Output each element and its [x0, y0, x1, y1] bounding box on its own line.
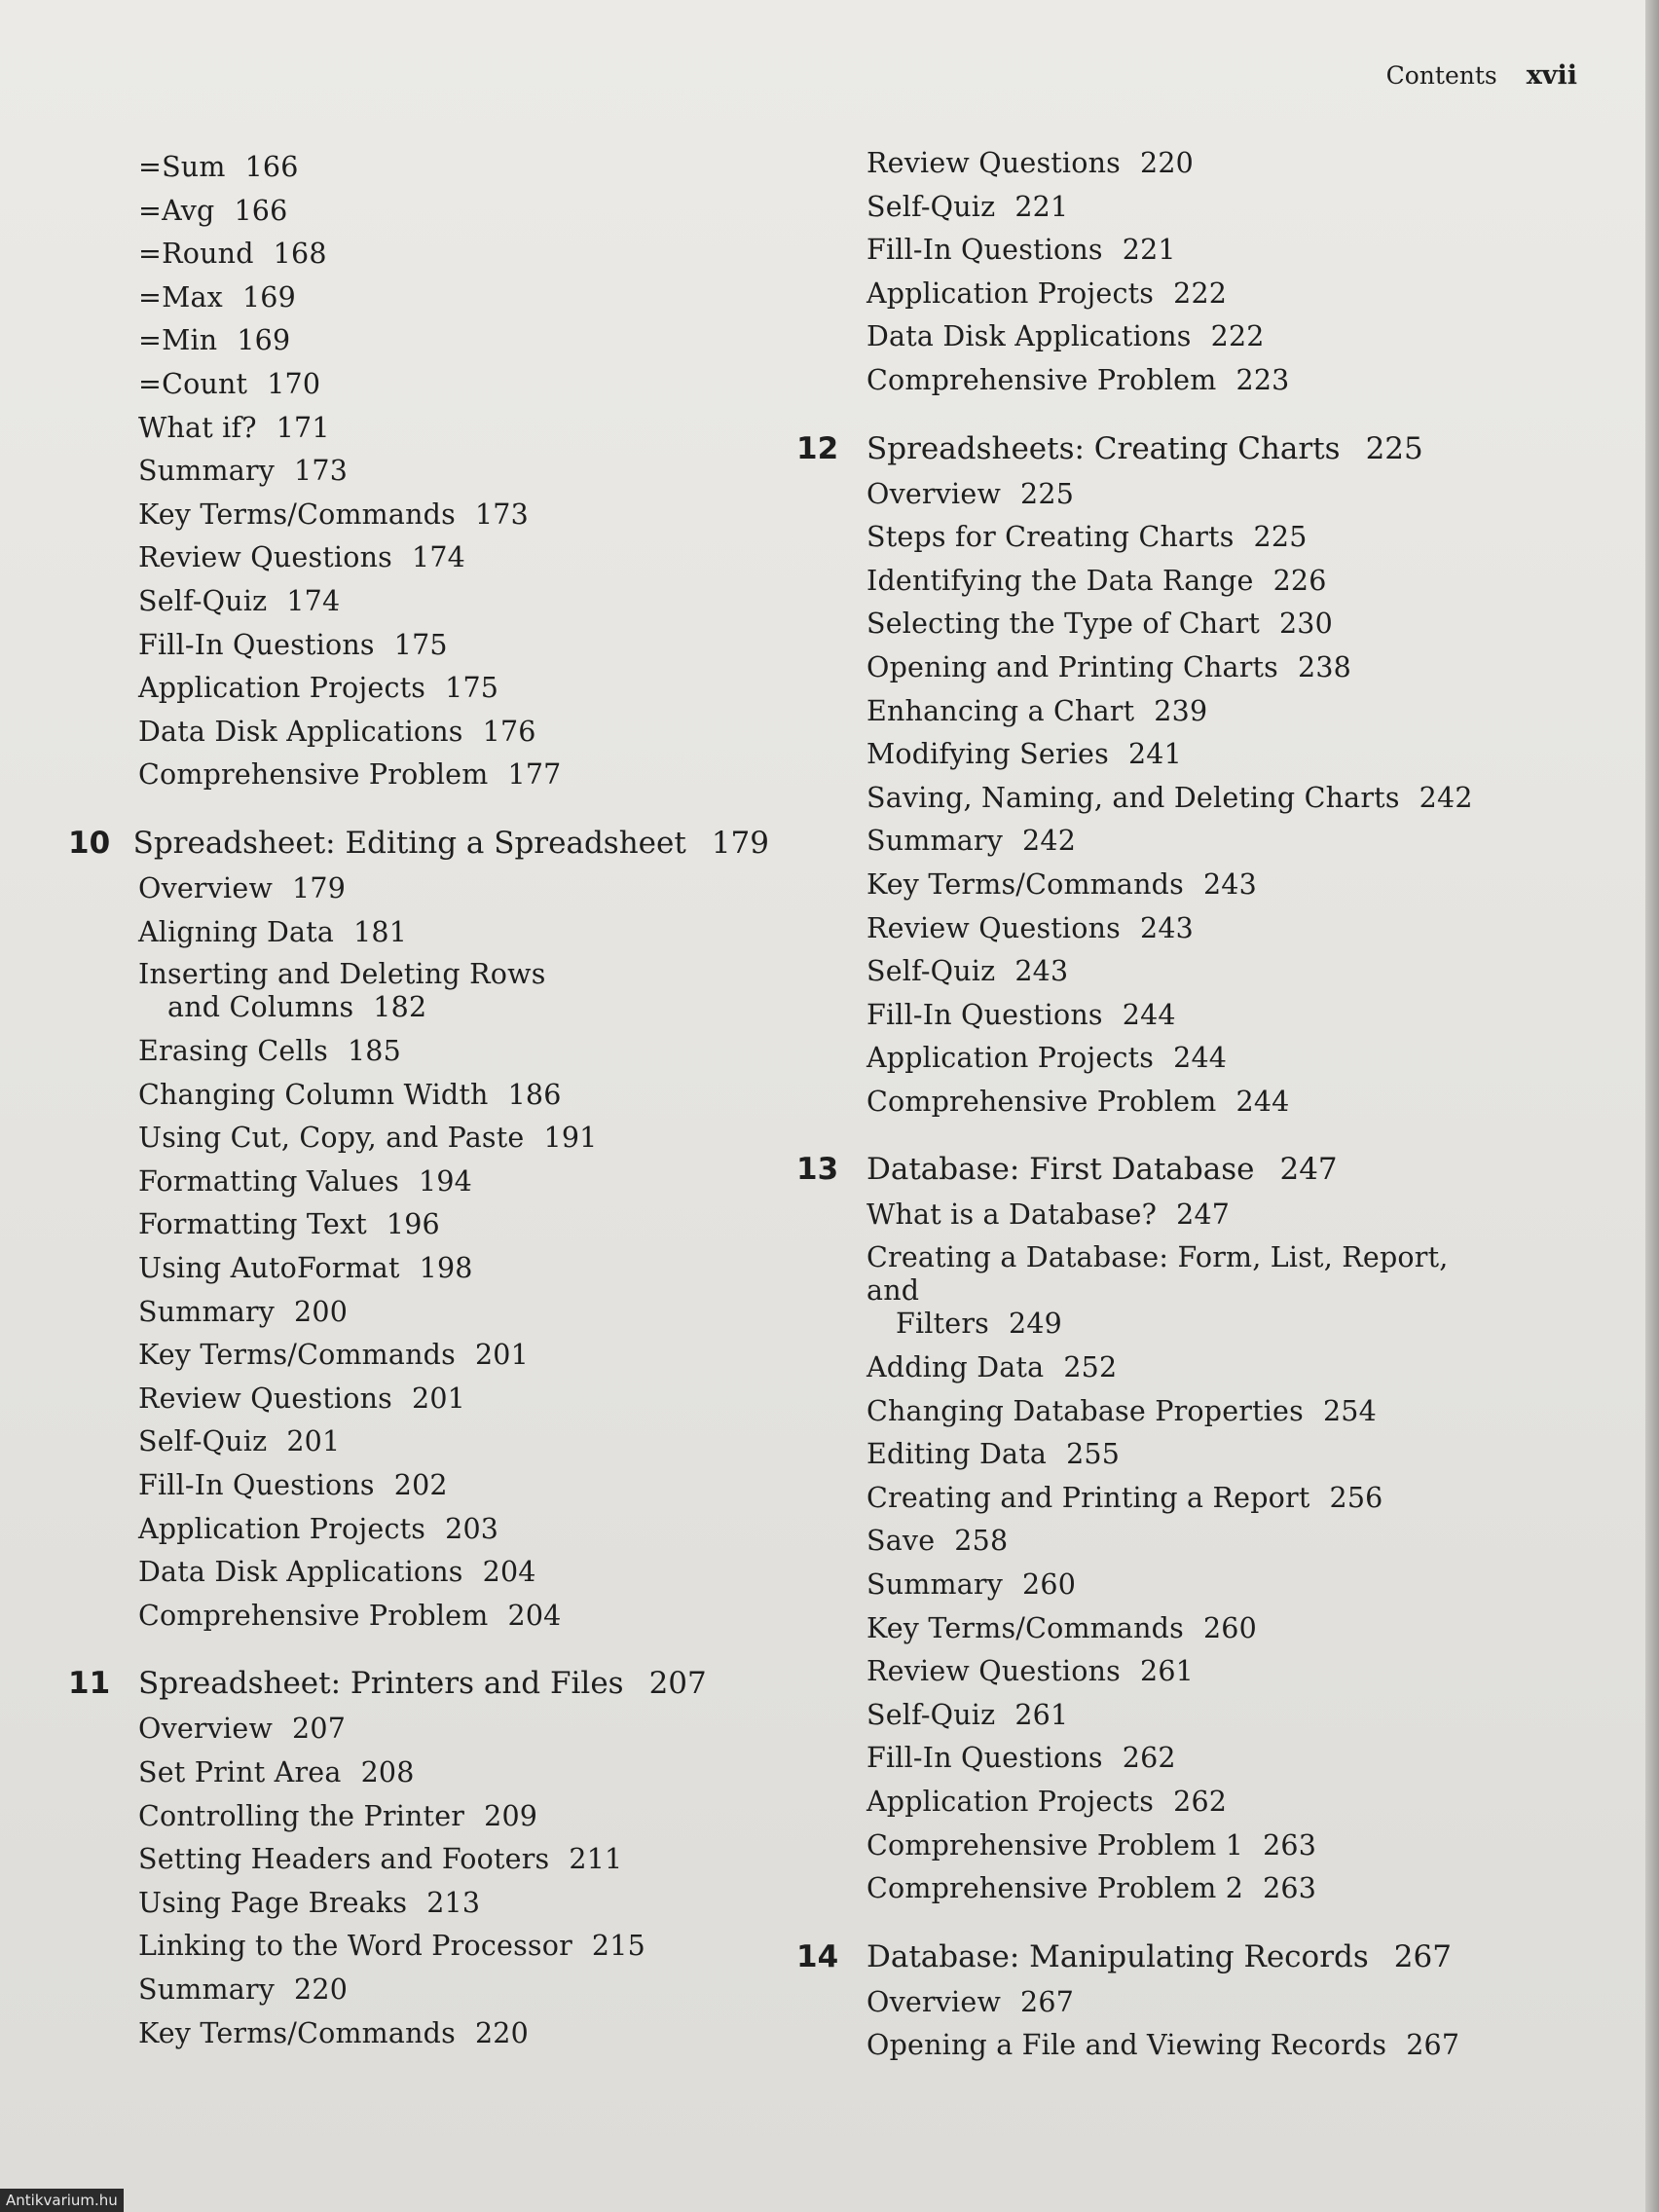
entry-title-continuation: and Columns: [167, 991, 354, 1024]
toc-entry: [796, 907, 1497, 951]
entry-title: Setting Headers and Footers: [138, 1843, 550, 1876]
toc-entry: [68, 450, 769, 494]
toc-entry: [68, 624, 769, 668]
entry-title: Comprehensive Problem 2: [866, 1872, 1244, 1905]
entry-title: Inserting and Deleting Rows: [138, 958, 546, 991]
toc-entry: [796, 1346, 1497, 1390]
entry-page-number: 173: [474, 498, 529, 531]
entry-page-number: 261: [1014, 1698, 1069, 1731]
entry-title: Comprehensive Problem 1: [866, 1828, 1244, 1862]
toc-entry: [796, 1981, 1497, 2025]
entry-page-number: 179: [292, 871, 347, 904]
entry-title: Summary: [866, 1568, 1004, 1602]
chapter-title: Database: First Database: [866, 1152, 1255, 1188]
entry-page-number: 204: [507, 1599, 562, 1632]
chapter-number: 13: [796, 1152, 839, 1188]
entry-title: Self-Quiz: [138, 584, 268, 617]
entry-page-number: 201: [411, 1382, 465, 1415]
entry-page-number: 260: [1202, 1611, 1257, 1644]
entry-title: Review Questions: [138, 1382, 392, 1415]
entry-title: Key Terms/Commands: [138, 1339, 456, 1372]
toc-entry: [68, 1030, 769, 1074]
toc-entry: [796, 142, 1497, 186]
entry-title: Identifying the Data Range: [866, 564, 1254, 597]
entry-title: =Sum: [138, 151, 226, 183]
entry-title: Fill-In Questions: [866, 998, 1103, 1031]
chapter-title: Spreadsheets: Creating Charts: [866, 430, 1341, 466]
entry-page-number: 242: [1022, 825, 1077, 858]
entry-title: Self-Quiz: [866, 190, 996, 223]
toc-entry: [796, 359, 1497, 403]
toc-entry: [796, 1867, 1497, 1911]
entry-page-number: 191: [543, 1122, 598, 1155]
entry-title: Controlling the Printer: [138, 1799, 465, 1832]
entry-title-continuation: Filters: [896, 1308, 989, 1341]
entry-page-number: 209: [484, 1799, 538, 1832]
toc-entry: [68, 1882, 769, 1926]
entry-title: =Avg: [138, 194, 215, 227]
entry-title: Using AutoFormat: [138, 1252, 400, 1285]
entry-page-number: 194: [419, 1164, 473, 1198]
entry-title: Comprehensive Problem: [138, 758, 489, 792]
entry-title: Using Page Breaks: [138, 1886, 408, 1919]
entry-page-number: 244: [1235, 1085, 1290, 1118]
entry-title: Application Projects: [866, 1042, 1155, 1075]
toc-entry: [68, 494, 769, 537]
entry-page-number: 169: [241, 280, 296, 313]
toc-entry: [796, 315, 1497, 359]
entry-title: Creating a Database: Form, List, Report, and: [866, 1241, 1449, 1308]
toc-entry: [68, 536, 769, 580]
entry-page-number: 263: [1263, 1872, 1317, 1905]
entry-page-number: 244: [1122, 998, 1176, 1031]
entry-title: Application Projects: [138, 672, 426, 705]
toc-entry: [796, 516, 1497, 560]
chapter-page-number: 247: [1279, 1152, 1338, 1188]
entry-title: Review Questions: [866, 911, 1121, 944]
toc-entry: [796, 1650, 1497, 1694]
toc-entry: [796, 1564, 1497, 1607]
chapter-number: 11: [68, 1666, 111, 1702]
entry-page-number: 201: [474, 1339, 529, 1372]
entry-title: Application Projects: [866, 276, 1155, 310]
toc-entry: [68, 1925, 769, 1969]
toc-entry: [796, 1194, 1497, 1237]
entry-title: Selecting the Type of Chart: [866, 608, 1260, 641]
entry-title: Data Disk Applications: [866, 320, 1192, 353]
entry-page-number: 175: [445, 672, 499, 705]
toc-entry: [68, 190, 769, 234]
entry-page-number: 215: [591, 1930, 645, 1963]
entry-page-number: 261: [1139, 1655, 1194, 1688]
toc-entry: [796, 1433, 1497, 1477]
entry-page-number: 223: [1235, 363, 1290, 396]
entry-title: Summary: [866, 825, 1004, 858]
entry-page-number: 182: [373, 991, 427, 1024]
entry-title: Saving, Naming, and Deleting Charts: [866, 781, 1400, 814]
toc-entry: [796, 864, 1497, 907]
toc-entry: [796, 1477, 1497, 1521]
entry-title: Using Cut, Copy, and Paste: [138, 1122, 525, 1155]
toc-entry: [68, 1203, 769, 1247]
entry-page-number: 221: [1014, 190, 1069, 223]
entry-page-number: 252: [1063, 1351, 1118, 1384]
toc-entry: [796, 1037, 1497, 1081]
entry-page-number: 243: [1014, 955, 1069, 988]
toc-entry: [68, 1595, 769, 1639]
entry-page-number: 230: [1278, 608, 1333, 641]
chapter-page-number: 267: [1393, 1938, 1452, 1974]
toc-entry: [796, 273, 1497, 316]
entry-title: Application Projects: [138, 1512, 426, 1545]
toc-entry: [68, 711, 769, 755]
toc-entry: [68, 2012, 769, 2056]
chapter-page-number: 179: [711, 825, 769, 861]
entry-title: Data Disk Applications: [138, 1556, 463, 1589]
entry-title: Formatting Values: [138, 1164, 400, 1198]
entry-title: Summary: [138, 1972, 276, 2006]
entry-page-number: 238: [1298, 650, 1352, 683]
toc-entry: [68, 580, 769, 624]
toc-entry: [68, 1378, 769, 1421]
entry-page-number: 243: [1202, 867, 1257, 901]
entry-page-number: 267: [1406, 2029, 1460, 2062]
toc-right-column: [796, 142, 1497, 2068]
entry-page-number: 220: [474, 2016, 529, 2049]
entry-title: Modifying Series: [866, 738, 1109, 771]
toc-entry: [68, 146, 769, 190]
entry-page-number: 220: [1139, 147, 1194, 179]
chapter-heading: [796, 424, 1497, 473]
entry-page-number: 262: [1122, 1742, 1176, 1775]
chapter-heading: [796, 1145, 1497, 1194]
toc-entry: [68, 1751, 769, 1795]
toc-entry: [68, 954, 769, 1030]
entry-title: Key Terms/Commands: [866, 1611, 1184, 1644]
toc-entry: [796, 1081, 1497, 1124]
entry-title: What if?: [138, 411, 257, 444]
toc-entry: [796, 733, 1497, 777]
entry-title: Review Questions: [866, 147, 1121, 179]
entry-title: Adding Data: [866, 1351, 1045, 1384]
entry-page-number: 267: [1020, 1985, 1075, 2018]
entry-title: Comprehensive Problem: [138, 1599, 489, 1632]
entry-page-number: 226: [1272, 564, 1327, 597]
entry-page-number: 208: [360, 1756, 415, 1788]
entry-page-number: 177: [507, 758, 562, 792]
toc-entry: [796, 1737, 1497, 1781]
toc-entry: [796, 994, 1497, 1038]
entry-page-number: 168: [273, 238, 327, 271]
entry-page-number: 166: [234, 194, 288, 227]
toc-entry: [796, 1237, 1497, 1346]
entry-page-number: 176: [482, 715, 536, 748]
entry-title: Linking to the Word Processor: [138, 1930, 572, 1963]
entry-title: Overview: [866, 477, 1002, 510]
entry-page-number: 200: [294, 1295, 349, 1328]
toc-entry: [68, 911, 769, 955]
entry-title: Self-Quiz: [866, 955, 996, 988]
entry-title: Aligning Data: [138, 915, 335, 948]
entry-page-number: 186: [507, 1078, 562, 1111]
entry-page-number: 198: [419, 1252, 473, 1285]
header-label: Contents: [1385, 61, 1497, 90]
chapter-title: Database: Manipulating Records: [866, 1938, 1369, 1974]
entry-title: Enhancing a Chart: [866, 694, 1135, 727]
toc-entry: [796, 560, 1497, 604]
toc-entry: [796, 1607, 1497, 1651]
toc-entry: [796, 777, 1497, 821]
entry-page-number: 174: [411, 541, 465, 574]
toc-entry: [68, 1334, 769, 1378]
chapter-number: 12: [796, 430, 839, 466]
entry-page-number: 169: [237, 324, 291, 357]
entry-page-number: 174: [286, 584, 341, 617]
entry-page-number: 211: [569, 1843, 623, 1876]
entry-page-number: 255: [1066, 1438, 1121, 1471]
toc-entry: [68, 667, 769, 711]
entry-title: Key Terms/Commands: [866, 867, 1184, 901]
entry-title: Application Projects: [866, 1786, 1155, 1818]
entry-title: =Min: [138, 324, 218, 357]
entry-page-number: 260: [1022, 1568, 1077, 1602]
toc-entry: [796, 2024, 1497, 2068]
entry-title: =Round: [138, 238, 254, 271]
entry-title: Summary: [138, 1295, 276, 1328]
entry-title: Self-Quiz: [866, 1698, 996, 1731]
toc-entry: [68, 1551, 769, 1595]
entry-page-number: 247: [1176, 1198, 1231, 1232]
toc-entry: [68, 1838, 769, 1882]
page-edge-shadow: [1645, 0, 1659, 2212]
entry-page-number: 181: [353, 915, 408, 948]
entry-title: Self-Quiz: [138, 1425, 268, 1458]
toc-entry: [796, 1694, 1497, 1738]
entry-title: Review Questions: [866, 1655, 1121, 1688]
toc-entry: [796, 1390, 1497, 1434]
entry-page-number: 249: [1008, 1308, 1062, 1341]
toc-entry: [796, 646, 1497, 690]
entry-page-number: 256: [1329, 1481, 1383, 1514]
entry-title: Fill-In Questions: [138, 1469, 375, 1502]
entry-page-number: 202: [393, 1469, 448, 1502]
entry-title: Editing Data: [866, 1438, 1048, 1471]
chapter-heading: [796, 1933, 1497, 1981]
entry-page-number: 254: [1322, 1394, 1377, 1427]
entry-title: Fill-In Questions: [866, 1742, 1103, 1775]
entry-title: Comprehensive Problem: [866, 1085, 1217, 1118]
entry-page-number: 243: [1139, 911, 1194, 944]
toc-entry: [68, 1074, 769, 1118]
toc-entry: [68, 1117, 769, 1161]
toc-entry: [796, 603, 1497, 646]
chapter-page-number: 225: [1365, 430, 1423, 466]
toc-entry: [68, 1247, 769, 1291]
entry-title: =Count: [138, 367, 248, 400]
toc-entry: [68, 867, 769, 911]
toc-entry: [68, 276, 769, 320]
toc-entry: [68, 754, 769, 797]
entry-page-number: 241: [1127, 738, 1182, 771]
toc-entry: [68, 1420, 769, 1464]
entry-title: Set Print Area: [138, 1756, 342, 1788]
toc-entry: [68, 363, 769, 407]
entry-page-number: 204: [482, 1556, 536, 1589]
entry-page-number: 242: [1419, 781, 1473, 814]
entry-title: Overview: [138, 871, 274, 904]
entry-title: Changing Column Width: [138, 1078, 489, 1111]
entry-title: Overview: [138, 1713, 274, 1746]
entry-page-number: 207: [292, 1713, 347, 1746]
entry-page-number: 221: [1122, 234, 1176, 267]
entry-title: Erasing Cells: [138, 1035, 328, 1068]
entry-title: Fill-In Questions: [866, 234, 1103, 267]
toc-entry: [68, 1508, 769, 1552]
toc-left-column: [68, 146, 769, 2055]
chapter-heading: [68, 1659, 769, 1708]
entry-page-number: 222: [1210, 320, 1265, 353]
toc-entry: [68, 1291, 769, 1335]
entry-page-number: 239: [1154, 694, 1208, 727]
entry-page-number: 173: [294, 455, 349, 488]
entry-title: Overview: [866, 1985, 1002, 2018]
toc-entry: [68, 1464, 769, 1508]
entry-title: =Max: [138, 280, 223, 313]
entry-title: Comprehensive Problem: [866, 363, 1217, 396]
entry-page-number: 262: [1173, 1786, 1228, 1818]
entry-title: Data Disk Applications: [138, 715, 463, 748]
toc-entry: [796, 690, 1497, 734]
entry-page-number: 170: [267, 367, 321, 400]
entry-title: Changing Database Properties: [866, 1394, 1304, 1427]
entry-title: Summary: [138, 455, 276, 488]
toc-entry: [68, 1161, 769, 1204]
toc-entry: [796, 473, 1497, 517]
entry-page-number: 203: [445, 1512, 499, 1545]
chapter-number: 10: [68, 825, 111, 861]
chapter-title: Spreadsheet: Editing a Spreadsheet: [132, 825, 686, 861]
toc-entry: [796, 820, 1497, 864]
entry-title: Key Terms/Commands: [138, 498, 456, 531]
entry-page-number: 213: [426, 1886, 481, 1919]
header-page-number: xvii: [1526, 60, 1577, 91]
entry-page-number: 263: [1263, 1828, 1317, 1862]
toc-entry: [68, 1969, 769, 2012]
chapter-number: 14: [796, 1938, 839, 1974]
entry-page-number: 185: [347, 1035, 401, 1068]
entry-title: Fill-In Questions: [138, 628, 375, 661]
entry-page-number: 171: [276, 411, 330, 444]
toc-entry: [68, 1795, 769, 1839]
toc-entry: [796, 186, 1497, 230]
entry-title: What is a Database?: [866, 1198, 1158, 1232]
toc-entry: [68, 319, 769, 363]
entry-title: Creating and Printing a Report: [866, 1481, 1310, 1514]
entry-title: Formatting Text: [138, 1208, 367, 1241]
running-header: [1256, 60, 1577, 91]
toc-entry: [796, 950, 1497, 994]
toc-entry: [68, 1708, 769, 1751]
watermark: Antikvarium.hu: [0, 2189, 124, 2212]
entry-title: Save: [866, 1525, 936, 1558]
entry-title: Review Questions: [138, 541, 392, 574]
chapter-heading: [68, 819, 769, 867]
toc-entry: [796, 1520, 1497, 1564]
entry-page-number: 222: [1173, 276, 1228, 310]
entry-title: Steps for Creating Charts: [866, 521, 1235, 554]
entry-page-number: 225: [1020, 477, 1075, 510]
chapter-page-number: 207: [648, 1666, 707, 1702]
entry-page-number: 220: [294, 1972, 349, 2006]
toc-entry: [796, 1781, 1497, 1825]
entry-page-number: 258: [954, 1525, 1009, 1558]
entry-page-number: 166: [244, 151, 299, 183]
entry-page-number: 175: [393, 628, 448, 661]
toc-entry: [796, 229, 1497, 273]
entry-page-number: 196: [386, 1208, 440, 1241]
entry-page-number: 225: [1253, 521, 1308, 554]
entry-page-number: 201: [286, 1425, 341, 1458]
toc-entry: [796, 1825, 1497, 1868]
toc-entry: [68, 233, 769, 276]
entry-title: Opening and Printing Charts: [866, 650, 1279, 683]
entry-title: Opening a File and Viewing Records: [866, 2029, 1387, 2062]
chapter-title: Spreadsheet: Printers and Files: [138, 1666, 624, 1702]
entry-page-number: 244: [1173, 1042, 1228, 1075]
toc-entry: [68, 407, 769, 451]
entry-title: Key Terms/Commands: [138, 2016, 456, 2049]
